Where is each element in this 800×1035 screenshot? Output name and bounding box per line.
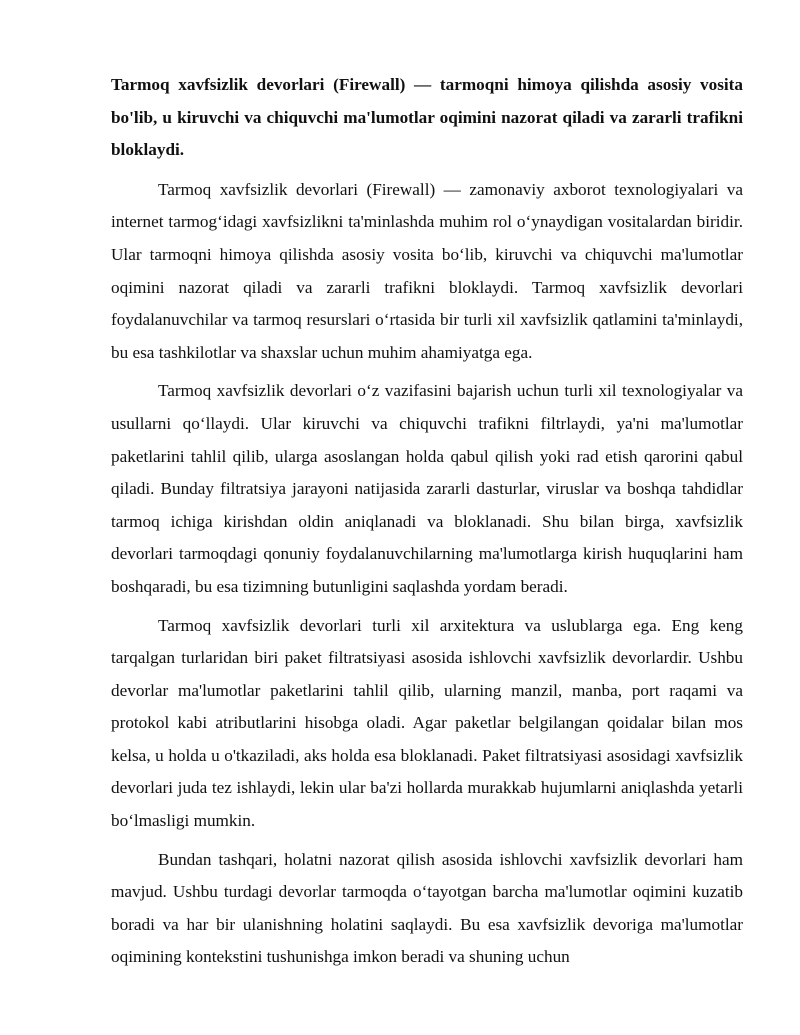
body-paragraph-2: Tarmoq xavfsizlik devorlari o‘z vazifasini bajarish uchun turli xil texnologiyalar va usullarni qo‘llaydi. Ular kiruvchi va chiquvchi trafikni filtrlaydi, ya'ni ma'lumotlar paketlarini tahlil qilib, ularga asoslangan holda qabul qilish yoki rad etish qarorini qabul qiladi. Bunday filtratsiya jarayoni natijasida zararli dasturlar, viruslar va boshqa tahdidlar tarmoq ichiga kirishdan oldin aniqlanadi va bloklanadi. Shu bilan birga, xavfsizlik devorlari tarmoqdagi qonuniy foydalanuvchilarning ma'lumotlarga kirish huquqlarini ham boshqaradi, bu esa tizimning butunligini saqlashda yordam beradi. bbox=[111, 381, 743, 596]
body-paragraph-4: Bundan tashqari, holatni nazorat qilish asosida ishlovchi xavfsizlik devorlari ham mavjud. Ushbu turdagi devorlar tarmoqda o‘tayotgan barcha ma'lumotlar oqimini kuzatib boradi va har bir ulanishning holatini saqlaydi. Bu esa xavfsizlik devoriga ma'lumotlar oqimining kontekstini tushunishga imkon beradi va shuning uchun bbox=[111, 849, 743, 967]
lead-paragraph: Tarmoq xavfsizlik devorlari (Firewall) — tarmoqni himoya qilishda asosiy vosita bo'lib, u kiruvchi va chiquvchi ma'lumotlar oqimini nazorat qiladi va zararli trafikni bloklaydi. bbox=[111, 75, 743, 160]
body-paragraph-3: Tarmoq xavfsizlik devorlari turli xil arxitektura va uslublarga ega. Eng keng tarqalgan turlaridan biri paket filtratsiyasi asosida ishlovchi xavfsizlik devorlardir. Ushbu devorlar ma'lumotlar paketlarini tahlil qilib, ularning manzil, manba, port raqami va protokol kabi atributlarini hisobga oladi. Agar paketlar belgilangan qoidalar bilan mos kelsa, u holda u o'tkaziladi, aks holda esa bloklanadi. Paket filtratsiyasi asosidagi xavfsizlik devorlari juda tez ishlaydi, lekin ular ba'zi hollarda murakkab hujumlarni aniqlashda yetarli bo‘lmasligi mumkin. bbox=[111, 615, 743, 831]
body-paragraph-1: Tarmoq xavfsizlik devorlari (Firewall) — zamonaviy axborot texnologiyalari va internet tarmog‘idagi xavfsizlikni ta'minlashda muhim rol o‘ynaydigan vositalardan biridir. Ular tarmoqni himoya qilishda asosiy vosita bo‘lib, kiruvchi va chiquvchi ma'lumotlar oqimini nazorat qiladi va zararli trafikni bloklaydi. Tarmoq xavfsizlik devorlari foydalanuvchilar va tarmoq resurslari o‘rtasida bir turli xil xavfsizlik qatlamini ta'minlaydi, bu esa tashkilotlar va shaxslar uchun muhim ahamiyatga ega. bbox=[111, 179, 743, 362]
document-page bbox=[111, 69, 743, 980]
